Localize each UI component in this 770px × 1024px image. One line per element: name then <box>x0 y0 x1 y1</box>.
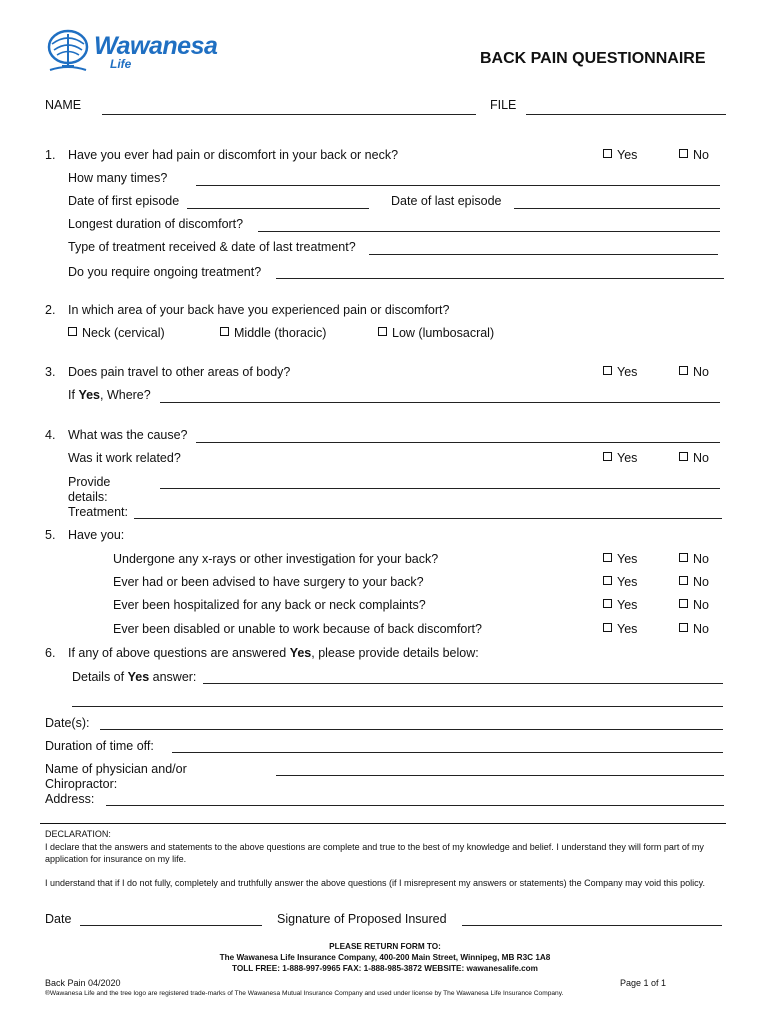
q5-2-yes-checkbox[interactable]: Yes <box>603 575 637 589</box>
provide-details-input[interactable] <box>160 488 720 489</box>
q5-3-no-checkbox[interactable]: No <box>679 598 709 612</box>
ongoing-input[interactable] <box>276 278 724 279</box>
q5-text: Have you: <box>68 528 125 542</box>
q5-item: Undergone any x-rays or other investigation for your back? <box>113 552 439 566</box>
q4-treatment-input[interactable] <box>134 518 722 519</box>
q1-text: Have you ever had pain or discomfort in your back or neck? <box>68 148 399 162</box>
file-label: FILE <box>490 98 517 112</box>
q3-no-checkbox[interactable]: No <box>679 365 709 379</box>
q5-1-no-checkbox[interactable]: No <box>679 552 709 566</box>
q1-yes-checkbox[interactable]: Yes <box>603 148 637 162</box>
name-label: NAME <box>45 98 82 112</box>
q5-4-yes-checkbox[interactable]: Yes <box>603 622 637 636</box>
q4-treatment-label: Treatment: <box>68 505 128 519</box>
q6-text: If any of above questions are answered Yes, please provide details below: <box>68 646 479 660</box>
tree-logo-icon <box>44 28 92 76</box>
q3-where-input[interactable] <box>160 402 720 403</box>
declaration-divider <box>40 823 726 824</box>
return-address: The Wawanesa Life Insurance Company, 400-200 Main Street, Winnipeg, MB R3C 1A8 <box>219 953 551 962</box>
return-heading: PLEASE RETURN FORM TO: <box>329 942 441 951</box>
treatment-type-input[interactable] <box>369 254 718 255</box>
address-label: Address: <box>45 792 95 806</box>
details-label: Details of Yes answer: <box>72 670 197 684</box>
logo-sub: Life <box>110 57 132 71</box>
signature-label: Signature of Proposed Insured <box>277 912 447 926</box>
page-title: BACK PAIN QUESTIONNAIRE <box>480 50 706 67</box>
middle-checkbox[interactable]: Middle (thoracic) <box>220 326 326 340</box>
q5-2-no-checkbox[interactable]: No <box>679 575 709 589</box>
q5-item: Ever been disabled or unable to work because of back discomfort? <box>113 622 482 636</box>
low-checkbox[interactable]: Low (lumbosacral) <box>378 326 494 340</box>
q2-number: 2. <box>45 303 56 317</box>
physician-label: Name of physician and/or Chiropractor: <box>45 762 187 791</box>
address-input[interactable] <box>106 805 724 806</box>
return-contact: TOLL FREE: 1-888-997-9965 FAX: 1-888-985-3872 WEBSITE: wawanesalife.com <box>232 964 538 973</box>
declaration-heading: DECLARATION: <box>45 829 111 839</box>
q5-item: Ever had or been advised to have surgery to your back? <box>113 575 424 589</box>
page-number: Page 1 of 1 <box>620 978 667 988</box>
duration-input[interactable] <box>172 752 723 753</box>
q3-number: 3. <box>45 365 56 379</box>
ongoing-label: Do you require ongoing treatment? <box>68 265 262 279</box>
q5-number: 5. <box>45 528 56 542</box>
q4-number: 4. <box>45 428 56 442</box>
file-input[interactable] <box>526 114 726 115</box>
q5-4-no-checkbox[interactable]: No <box>679 622 709 636</box>
name-input[interactable] <box>102 114 476 115</box>
q3-yes-checkbox[interactable]: Yes <box>603 365 637 379</box>
q4-no-checkbox[interactable]: No <box>679 451 709 465</box>
neck-checkbox[interactable]: Neck (cervical) <box>68 326 165 340</box>
q3-text: Does pain travel to other areas of body? <box>68 365 291 379</box>
dates-input[interactable] <box>100 729 723 730</box>
trademark-notice: ®Wawanesa Life and the tree logo are registered trade-marks of The Wawanesa Mutual Insurance Company and used under license by The Wawanesa Life Insurance Company. <box>45 990 564 997</box>
q4-text: What was the cause? <box>68 428 188 442</box>
duration-label: Duration of time off: <box>45 739 154 753</box>
q6-number: 6. <box>45 646 56 660</box>
form-id: Back Pain 04/2020 <box>45 978 121 988</box>
work-related-label: Was it work related? <box>68 451 181 465</box>
q1-number: 1. <box>45 148 56 162</box>
how-many-input[interactable] <box>196 185 720 186</box>
q3-where-label: If Yes, Where? <box>68 388 151 402</box>
details-input-1[interactable] <box>203 683 723 684</box>
last-episode-input[interactable] <box>514 208 720 209</box>
treatment-type-label: Type of treatment received & date of last treatment? <box>68 240 356 254</box>
q4-yes-checkbox[interactable]: Yes <box>603 451 637 465</box>
first-episode-input[interactable] <box>187 208 369 209</box>
declaration-text-1: I declare that the answers and statements to the above questions are complete and true to the best of my knowledge and belief. I understand they will form part of my application for insurance on my life. <box>45 842 704 864</box>
q5-1-yes-checkbox[interactable]: Yes <box>603 552 637 566</box>
dates-label: Date(s): <box>45 716 90 730</box>
cause-input[interactable] <box>196 442 720 443</box>
longest-input[interactable] <box>258 231 720 232</box>
details-input-2[interactable] <box>72 706 723 707</box>
company-logo <box>44 28 218 78</box>
q5-item: Ever been hospitalized for any back or neck complaints? <box>113 598 426 612</box>
logo-brand: Wawanesa <box>94 32 218 60</box>
signature-date-input[interactable] <box>80 925 262 926</box>
q1-no-checkbox[interactable]: No <box>679 148 709 162</box>
q5-3-yes-checkbox[interactable]: Yes <box>603 598 637 612</box>
signature-date-label: Date <box>45 912 72 926</box>
q2-text: In which area of your back have you experienced pain or discomfort? <box>68 303 450 317</box>
how-many-label: How many times? <box>68 171 168 185</box>
declaration-text-2: I understand that if I do not fully, completely and truthfully answer the above questions (if I misrepresent my answers or statements) the Company may void this policy. <box>45 878 705 888</box>
last-episode-label: Date of last episode <box>391 194 502 208</box>
signature-input[interactable] <box>462 925 722 926</box>
first-episode-label: Date of first episode <box>68 194 180 208</box>
physician-input[interactable] <box>276 775 724 776</box>
longest-label: Longest duration of discomfort? <box>68 217 244 231</box>
provide-details-label: Provide details: <box>68 475 111 504</box>
